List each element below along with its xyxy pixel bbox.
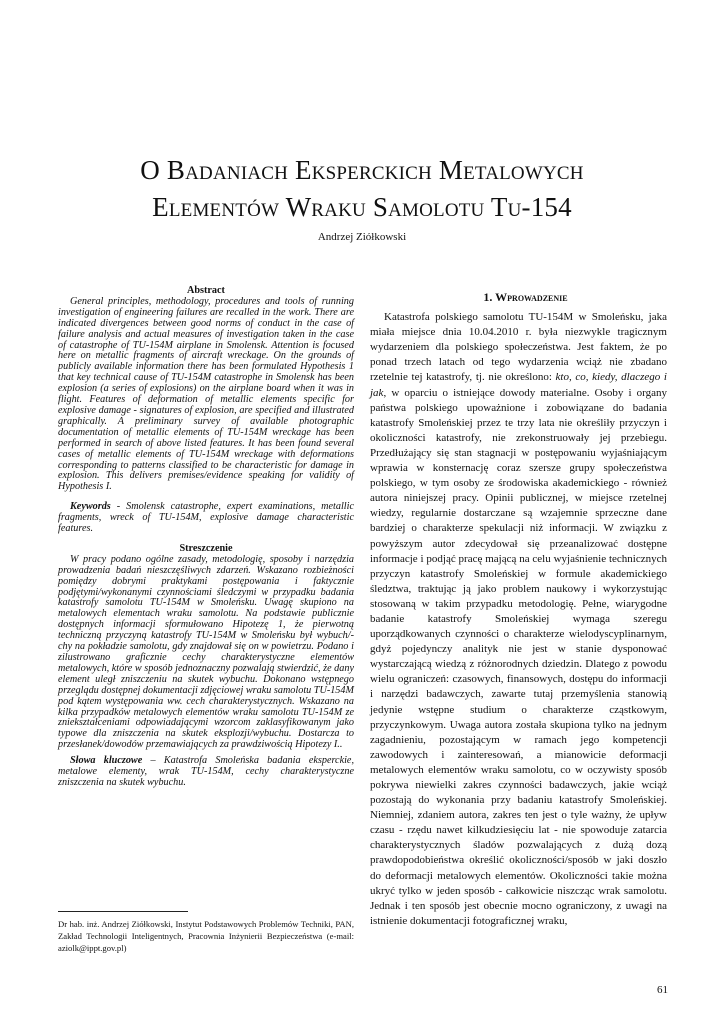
title-line-1: O Badaniach Eksperckich Metalowych xyxy=(140,155,584,185)
abstract-body: General principles, methodology, procedures and tools of running investigation of engineering failures are recalled in the work. There are indicated divergences between good norms of conduct in the case of failure analysis and actual measures of investigation taken in the case of catastrophe of TU-154M airplane in Smolensk. Attention is focused here on metallic fragments of aircraft wreckage. On the grounds of publicly available information there has been formulated Hypothesis 1 that key technical cause of TU-154M catastrophe in Smolensk has been explosion (a series of explosions) on the airplane board when it was in flight. Features of deformation of metallic elements specific for explosive damage - signatures of explosion, are specified and illustrated graphically. A preliminary survey of available photographic documentation of metallic elements of TU-154M wreckage has been performed in search of above listed features. It has been found several cases of metallic elements of TU-154M wreckage with deformations corresponding to patterns classified to be characteristic for damage in explosion. This delivers premises/evidence speaking for validity of Hypothesis I. xyxy=(58,295,354,493)
author-name: Andrzej Ziółkowski xyxy=(317,231,407,243)
streszczenie-body: W pracy podano ogólne zasady, metodologię, sposoby i narzędzia prowadzenia badań nieszczęśliwych zdarzeń. Wskazano rozbieżności pomiędzy dobrymi praktykami postępowania i faktycznie podjętymi/wykonanymi czynnościami śledczymi w przypadku badania katastrofy samolotu TU-154M w Smoleńsku. Uwagę skupiono na metalowych elementach wraku samolotu. Na podstawie publicznie dostępnych informacji sformułowano Hipotezę 1, że pierwotną techniczną przyczyną katastrofy TU-154M w Smoleńsku był wybuch/-chy na pokładzie samolotu, gdy znajdował się on w powietrzu. Podano i zilustrowano graficznie cechy charakterystyczne elementów metalowych, które w sposób jednoznaczny pozwalają stwierdzić, że dany element uległ zniszczeniu na skutek wybuchu. Dokonano wstępnego przeglądu dostępnej dokumentacji zdjęciowej wraku samolotu TU-154M pod kątem występowania ww. cech charakterystycznych. Wskazano na kilka przypadków metalowych elementów wraku samolotu TU-154M ze zniekształceniami odpowiadającymi wzorcom zaklasyfikowanym jako typowe dla zniszczenia na skutek eksplozji/wybuchu. Dostarcza to przesłanek/dowodów przemawiających za prawdziwością Hipotezy I.. xyxy=(58,553,354,751)
section-1-body-b: , w oparciu o istniejące dowody materialne. Osoby i organy państwa polskiego upoważnione i zobowiązane do badania katastrofy Smoleńskiej przez te trzy lata nie określiły przyczyn i okoliczności katastrofy, nie zrekonstruowały jej przebiegu. Przedłużający się stan stagnacji w postępowaniu wyjaśniającym wprawia w konsternację coraz szersze grupy społeczeństwa polskiego, w tym osoby ze środowiska akademickiego - również autora niniejszej pracy. Opinii publicznej, w miejsce rzetelnej wiedzy, regularnie dostarczane są wzajemnie sprzeczne dane bardziej o charakterze spekulacji niż informacji. W związku z powyższym autor zdecydował się przeanalizować dostępne informacje i podjąć pracę mającą na celu wyjaśnienie technicznych przyczyn katastrofy Smoleńskiej w formule akademickiego śledztwa, traktując ją jako problem naukowy i wykorzystując stosowaną w takim przypadku metodologię. Pełne, wiarygodne badanie katastrofy Smoleńskiej wymaga szeregu uporządkowanych czynności o charakterze wielodyscyplinarnym, gdyż pojedynczy analityk nie jest w stanie dysponować wystarczającą wiedzą z różnorodnych dziedzin. Dlatego z powodu wielu ograniczeń: czasowych, finansowych, dostępu do informacji i narzędzi badawczych, zawarte tutaj przemyślenia stanowią jedynie wstępne studium o charakterze cząstkowym, przyczynkowym. Uwaga autora została skupiona tylko na jednym zagadnieniu, pozostającym w ramach jego kompetencji zawodowych i zainteresowań, a mianowicie deformacji metalowych elementów wraku samolotu, co w oczywisty sposób pokrywa niewielki zakres czynności badawczych, jakie wciąż pozostają do wykonania przy badaniu katastrofy Smoleńskiej. Niemniej, zdaniem autora, zakres ten jest o tyle ważny, że upływ czasu - rzędu nawet kilkudziesięciu lat - nie spowoduje zatarcia charakterystycznych śladów pozwalających z dużą dozą prawdopodobieństwa określić okoliczności/sposób w jaki doszło do deformacji metalowych elementów. Okoliczności takie można ukryć tylko w jeden sposób - całkowicie niszcząc wrak samolotu. Jednak i ten sposób jest obecnie mocno ograniczony, z uwagi na istnienie dokumentacji fotograficznej wraku, xyxy=(370,386,667,927)
slowa-kluczowe-label: Słowa kluczowe xyxy=(70,755,143,767)
streszczenie-heading: Streszczenie xyxy=(179,542,233,554)
author-footnote: Dr hab. inż. Andrzej Ziółkowski, Instytut Podstawowych Problemów Techniki, PAN, Zakład Technologii Inteligentnych, Pracownia Inżynierii Bezpieczeństwa (e-mail: aziolk@ippt.gov.pl) xyxy=(58,919,354,953)
slowa-kluczowe-text: – Katastrofa Smoleńska badania eksperckie, metalowe elementy, wrak TU-154M, cechy charakterystyczne zniszczenia na skutek wybuchu. xyxy=(58,755,354,788)
section-1-body-a: Katastrofa polskiego samolotu TU-154M w Smoleńsku, jaka miała miejsce dnia 10.04.2010 r. była niezwykle tragicznym wydarzeniem dla polskiego społeczeństwa. Jest faktem, że po ponad trzech latach od tego wydarzenia wciąż nie zbadano rzetelnie tej katastrofy, tj. nie określono: xyxy=(370,311,667,384)
keywords-text: - Smolensk catastrophe, expert examinations, metallic fragments, wreck of TU-154M, explosive damage characteristic features. xyxy=(58,501,354,535)
left-column xyxy=(58,286,354,789)
title-line-2: Elementów Wraku Samolotu Tu-154 xyxy=(152,192,572,222)
right-column xyxy=(370,286,667,929)
footnote-rule xyxy=(58,911,188,912)
page-number: 61 xyxy=(657,984,668,996)
section-1-body-italic: kto, co, kiedy, dlaczego i jak xyxy=(370,371,667,399)
abstract-heading: Abstract xyxy=(187,285,225,296)
paper-title xyxy=(40,152,684,226)
keywords-label: Keywords xyxy=(70,501,111,513)
abstract-keywords xyxy=(58,502,354,535)
section-1-body xyxy=(370,310,667,929)
section-1-heading: 1. Wprowadzenie xyxy=(483,290,568,304)
streszczenie-keywords xyxy=(58,756,354,789)
